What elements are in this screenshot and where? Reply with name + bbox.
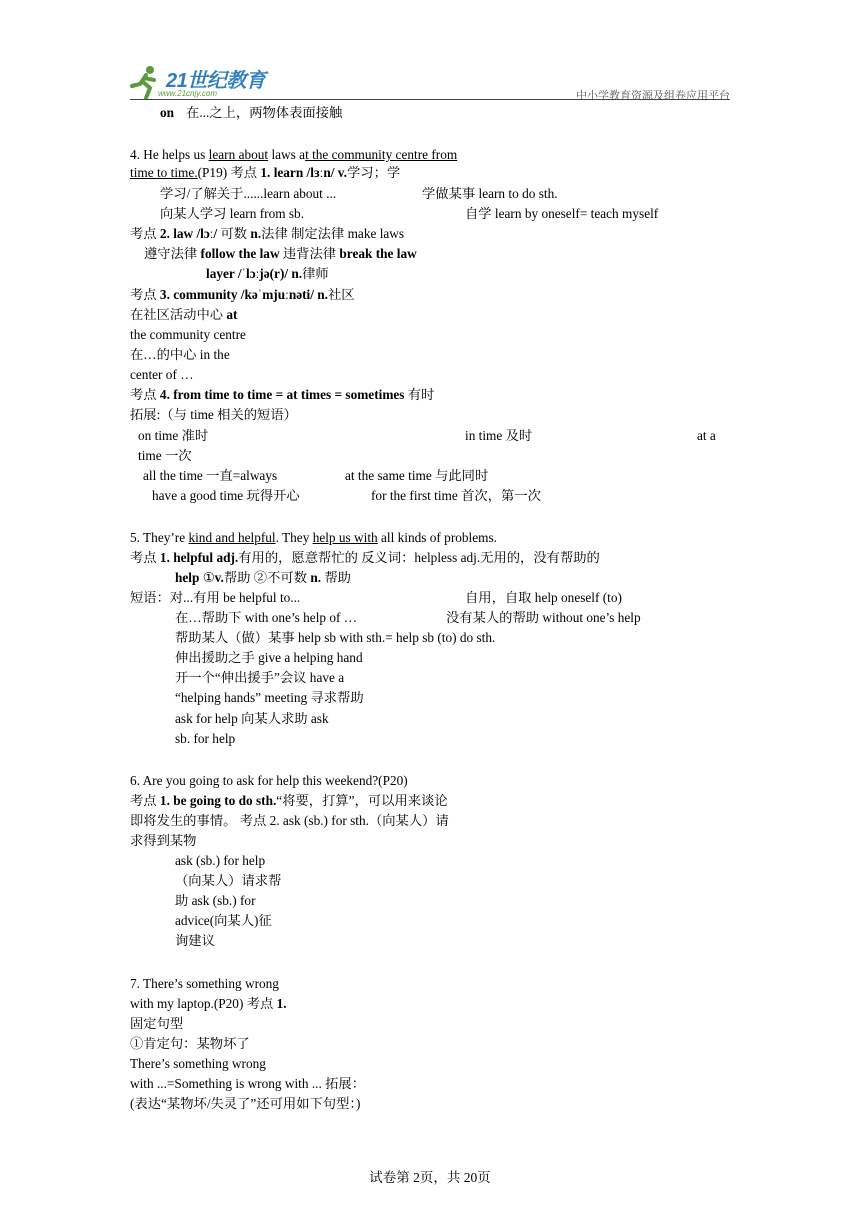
line: 助 ask (sb.) for [175, 893, 256, 908]
text: 5. They’re [130, 530, 189, 545]
text: 1. [276, 996, 287, 1011]
text: 遵守法律 [144, 246, 201, 261]
line: sb. for help [175, 731, 236, 746]
line: 固定句型 [130, 1016, 184, 1031]
line: 帮助某人（做）某事 help sb with sth.= help sb (to) do sth. [175, 630, 496, 645]
text: v. [337, 165, 347, 180]
line [130, 225, 404, 243]
text: 1. helpful adj. [159, 550, 239, 565]
line: ask (sb.) for help [175, 853, 266, 868]
line: 在…的中心 in the [130, 347, 230, 362]
text: n. [310, 570, 322, 585]
text: 考点 [130, 226, 160, 241]
text: follow the law [200, 246, 280, 261]
line [130, 164, 400, 182]
text: time to time. [130, 165, 198, 180]
line: “helping hands” meeting 寻求帮助 [175, 690, 364, 705]
text: . They [275, 530, 313, 545]
text: 2. law /lɔː/ [159, 226, 218, 241]
line: 求得到某物 [130, 833, 197, 848]
site-logo [128, 64, 278, 102]
line: 拓展:（与 time 相关的短语） [130, 407, 297, 422]
line: in time 及时 [465, 428, 533, 443]
line: center of … [130, 367, 194, 382]
line: 即将发生的事情。 考点 2. ask (sb.) for sth.（向某人）请 [130, 813, 449, 828]
text: ① [199, 570, 215, 585]
question-7: 7. There’s something wrong [130, 976, 279, 991]
text: 可数 [217, 226, 251, 241]
text: 违背法律 [279, 246, 340, 261]
text: 考点 [130, 287, 160, 302]
text: 4. He helps us [130, 147, 209, 162]
text: kind and helpful [188, 530, 276, 545]
line: 自学 learn by oneself= teach myself [465, 206, 659, 221]
line: （向某人）请求帮 [175, 873, 282, 888]
line: 学习/了解关于......learn about ... [160, 186, 337, 201]
text: v. [214, 570, 224, 585]
line: 短语：对...有用 be helpful to... [130, 590, 301, 605]
line [130, 792, 448, 810]
text: 考点 [130, 793, 160, 808]
line: at the same time 与此同时 [345, 468, 489, 483]
logo-text: 21世纪教育 [166, 70, 266, 92]
line: at a [697, 428, 716, 443]
line [144, 245, 417, 263]
line: the community centre [130, 327, 246, 342]
text: layer /ˈlɔːjə(r)/ n. [206, 266, 303, 281]
line: 伸出援助之手 give a helping hand [175, 650, 363, 665]
line [130, 549, 600, 567]
question-4 [130, 146, 457, 164]
line: on time 准时 [138, 428, 209, 443]
line: 自用，自取 help oneself (to) [465, 590, 622, 605]
line: 开一个“伸出援手”会议 have a [175, 670, 345, 685]
line: 向某人学习 learn from sb. [160, 206, 305, 221]
text: (P19) 考点 [197, 165, 261, 180]
line [130, 386, 434, 404]
text: 律师 [302, 266, 329, 281]
line [175, 569, 351, 587]
question-6: 6. Are you going to ask for help this weekend?(P20) [130, 773, 408, 788]
line: all the time 一直=always [143, 468, 278, 483]
line [206, 265, 329, 283]
line: There’s something wrong [130, 1056, 266, 1071]
text: learn about [208, 147, 269, 162]
line: 学做某事 learn to do sth. [422, 186, 558, 201]
text: 1. learn [260, 165, 304, 180]
line: ask for help 向某人求助 ask [175, 711, 329, 726]
text: t the community centre from [305, 147, 458, 162]
page-footer: 试卷第 2页，共 20页 [369, 1170, 491, 1185]
text: 在...之上，两物体表面接触 [186, 105, 343, 120]
line [160, 104, 342, 122]
question-5 [130, 529, 497, 547]
line [130, 306, 237, 324]
text: 3. community /kəˈmjuːnəti/ n. [159, 287, 328, 302]
text: break the law [339, 246, 417, 261]
text: “将要，打算”，可以用来谈论 [276, 793, 448, 808]
text: 有时 [404, 387, 435, 402]
text: help us with [312, 530, 378, 545]
text: help [175, 570, 200, 585]
text: at [226, 307, 238, 322]
text: with my laptop.(P20) 考点 [130, 996, 277, 1011]
text: /lɜːn/ [303, 165, 338, 180]
text: 法律 制定法律 make laws [261, 226, 405, 241]
text: 4. from time to time = at times = sometimes [159, 387, 405, 402]
line: (表达“某物坏/失灵了”还可用如下句型：) [130, 1096, 361, 1111]
text: 在社区活动中心 [130, 307, 227, 322]
text: laws a [268, 147, 306, 162]
text: all kinds of problems. [377, 530, 497, 545]
header-platform-name: 中小学教育资源及组卷应用平台 [576, 90, 730, 102]
line: for the first time 首次，第一次 [371, 488, 541, 503]
line: ①肯定句：某物坏了 [130, 1036, 250, 1051]
line [130, 286, 355, 304]
text: 帮助 [321, 570, 351, 585]
logo-url: www.21cnjy.com [158, 89, 217, 98]
line: 在…帮助下 with one’s help of … [175, 610, 358, 625]
text: 考点 [130, 387, 160, 402]
line: 询建议 [175, 933, 215, 948]
header-divider [130, 99, 730, 100]
text: 学习；学 [347, 165, 401, 180]
text: n. [250, 226, 262, 241]
text: 1. be going to do sth. [159, 793, 277, 808]
line [130, 995, 287, 1013]
line: 没有某人的帮助 without one’s help [446, 610, 641, 625]
line: time 一次 [138, 448, 192, 463]
text: 考点 [130, 550, 160, 565]
text: 帮助 ②不可数 [223, 570, 311, 585]
line: advice(向某人)征 [175, 913, 272, 928]
text: on [160, 105, 175, 120]
line: with ...=Something is wrong with ... 拓展： [130, 1076, 366, 1091]
line: have a good time 玩得开心 [152, 488, 300, 503]
text: 有用的，愿意帮忙的 反义词：helpless adj.无用的，没有帮助的 [238, 550, 600, 565]
text: 社区 [327, 287, 355, 302]
